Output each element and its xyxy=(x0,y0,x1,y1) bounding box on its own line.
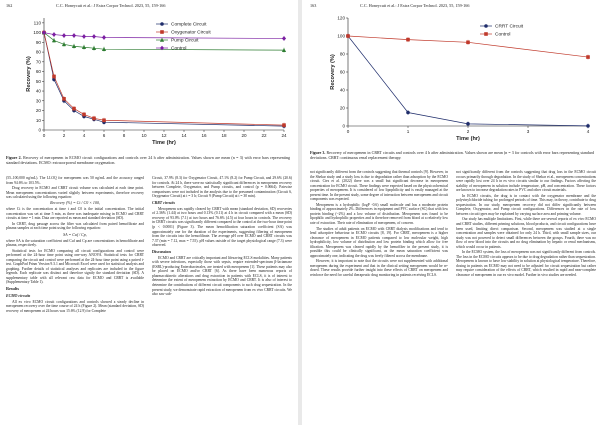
body-paragraph: where SA is the saturation coefficient and Cuf and Cp are concentrations in hemofiltrate and plasma, respectively. xyxy=(6,238,144,248)
data-point xyxy=(82,113,86,117)
body-paragraph: Meropenem was rapidly cleared by CRRT with mean (standard deviation, SD) recoveries of 2.36% (1.44) at two hours and 0.13% (0.11) at 4 h in circuit compared with a mean (SD) recovery of 93.0% (7.1) at two hours and 76.6% (4.5) at four hours in controls. The recovery in CRRT circuits was significantly different compared to the control at the two-hour time point (p < 0.0001) (Figure 3). The mean hemofiltration saturation coefficient (SA) was approximately one for the duration of the experiments, suggesting filtering of meropenem from the circuits into the hemofiltrate. The average pH over ECMO and CRRT circuits was 7.37 (min = 7.12, max = 7.55). pH values outside of the target physiological range (7.3) were observed. xyxy=(152,206,292,248)
legend-label: Pump Circuit xyxy=(171,38,199,44)
figure-3-caption xyxy=(310,150,594,160)
right-page-column-1 xyxy=(310,170,448,422)
series-line-3 xyxy=(44,33,284,39)
x-tick-label: 2 xyxy=(62,133,66,138)
subsection-heading: CRRT circuits xyxy=(152,200,176,205)
y-axis-label: Recovery (%) xyxy=(26,56,32,92)
y-tick-label: 0 xyxy=(342,123,345,129)
y-tick-label: 40 xyxy=(339,87,345,93)
left-page xyxy=(0,0,296,425)
legend-marker xyxy=(484,24,488,28)
right-page-header xyxy=(310,3,594,12)
data-point xyxy=(466,122,470,126)
data-point xyxy=(82,34,86,39)
y-tick-label: 80 xyxy=(35,49,41,55)
data-point xyxy=(52,38,56,42)
body-paragraph: Circuit, 37.9% (8.3) for Oxygenator Circuit, 47.1% (8.2) for Pump Circuit, and 29.6% (20.6) for controls. At 24 h, there were no statistically significant differences in meropenem recovery between Complete, Oxygenator, and Pump circuits, and control (p = 0.0664). Pairwise comparisons were not included in the analysis due to the presumed contamination (Circuit 6, Oxygenator Circuit) at t = 3 h; Circuit 9 (Pump Circuit) at t = 30 min). xyxy=(152,176,292,199)
x-tick-label: 24 xyxy=(281,133,287,138)
body-paragraph: In CRRT, drug passage across the filter was calculated from paired hemofiltrate and plasma samples at each time point using the following equation: xyxy=(6,221,144,231)
data-point xyxy=(92,34,96,39)
x-tick-label: 1 xyxy=(406,129,410,134)
figure-3-label: Figure 3. xyxy=(310,150,326,155)
data-point xyxy=(282,123,286,127)
left-page-column-1 xyxy=(6,176,144,422)
y-tick-label: 60 xyxy=(339,69,345,75)
data-point xyxy=(466,41,470,45)
data-point xyxy=(52,32,56,37)
x-tick-label: 8 xyxy=(122,133,126,138)
body-paragraph: ECMO and CRRT are critically important and lifesaving ECLS modalities. Many patients with severe infections, especially those with sepsis, require extended-spectrum β-lactamase (ESBL)-producing Enterobacterales, are treated with meropenem [1]. These patients may also be placed on ECMO and/or CRRT [6]. As there have been numerous reports of pharmacokinetic alterations and drug extraction in patients with ECLS, it is of interest to determine the extent of meropenem extraction by ECMO and CRRT. It is also of interest to determine the contributions of different circuit components to such drug sequestration. In the present study, we demonstrate rapid extraction of meropenem from ex vivo CRRT circuits. We also saw sub- xyxy=(152,255,292,297)
figure-2-caption-text: Recovery of meropenem in ECMO circuit configurations and controls over 24 h after administration. Values shown are mean (n = 3) with error bars representing standard deviations. ECMO: extracorporeal membrane oxygenation. xyxy=(6,155,291,165)
x-tick-label: 16 xyxy=(201,133,207,138)
y-tick-label: 110 xyxy=(33,20,41,26)
body-paragraph: Meropenem is a hydrophilic (logP -0.6) small molecule and has a moderate protein binding of approximately 2%. Differences in equipment and PVC surface (SC) that with low protein binding (~2%) and a low volume of distribution. Meropenem was found to be lipophilic and hydrophilic properties and is therefore removed from blood at a relatively low rate of extraction. Their rate of elimination of meropenem, of concern. xyxy=(310,202,448,226)
data-point xyxy=(282,36,286,41)
data-point xyxy=(92,117,96,121)
legend-label: Oxygenator Circuit xyxy=(171,30,211,36)
figure-2-label: Figure 2. xyxy=(6,155,22,160)
figure-3-chart xyxy=(310,12,598,147)
y-tick-label: 70 xyxy=(35,59,41,65)
equation: SA = Cuf / Cp, xyxy=(63,231,87,237)
y-tick-label: 10 xyxy=(35,117,41,123)
body-paragraph: (55–100,000 ng/mL). The LLOQ for meropenem was 50 ng/mL and the accuracy ranged from 94.6% to 103.5%. xyxy=(6,176,144,185)
y-tick-label: 100 xyxy=(337,33,345,39)
y-axis-label: Recovery (%) xyxy=(330,54,336,90)
x-tick-label: 22 xyxy=(261,133,267,138)
y-tick-label: 0 xyxy=(38,127,41,133)
x-tick-label: 3 xyxy=(526,129,530,134)
legend-marker xyxy=(160,22,164,26)
section-heading: Results xyxy=(6,286,20,292)
x-tick-label: 0 xyxy=(42,133,46,138)
figure-2-caption xyxy=(6,155,290,165)
left-page-header xyxy=(6,3,290,12)
left-running-head: C.C. Honeycutt et al.: J Extra Corpor Technol. 2023, 55, 159-166 xyxy=(56,3,166,8)
x-tick-label: 6 xyxy=(102,133,106,138)
x-tick-label: 18 xyxy=(221,133,227,138)
y-tick-label: 100 xyxy=(33,30,41,36)
right-page-number: 163 xyxy=(310,3,317,8)
figure-3-svg xyxy=(310,12,598,147)
legend-marker xyxy=(484,32,488,36)
series-line-1 xyxy=(348,36,588,57)
figure-2-svg xyxy=(6,12,294,152)
body-paragraph: not significantly different from the controls suggesting that drug loss in the ECMO circuit occurs primarily through degradation. In the study of Shekar et al., meropenem concentrations were rapidly lost over 24 h in ex vivo circuits similar to our findings. Factors affecting the stability of meropenem in solution include temperature, pH, and concentration. These factors are known to increase degradation rates in PVC and other circuit materials. xyxy=(456,170,596,193)
subsection-heading: ECMO circuits xyxy=(6,293,31,298)
legend-label: Control xyxy=(171,46,187,52)
data-point xyxy=(62,97,66,101)
data-point xyxy=(586,124,590,128)
x-tick-label: 0 xyxy=(346,129,350,134)
right-running-head: C.C. Honeycutt et al.: J Extra Corpor Technol. 2023, 55, 159-166 xyxy=(360,3,470,8)
page-gutter xyxy=(298,0,302,425)
y-tick-label: 40 xyxy=(35,88,41,94)
body-paragraph: In the ECMO system, the loss of meropenem was not significantly different from controls. The loss in the ECMO circuits appears to be due to drug degradation rather than sequestration. Meropenem is known to have low stability in solution at physiological temperature. Therefore, dosing in patients on ECMO may not need to be adjusted for circuit sequestration but rather may require consideration of the effects of CRRT, which resulted in rapid and near-complete clearance of meropenem in our ex vivo model. Further in vivo studies are needed. xyxy=(456,250,596,278)
data-point xyxy=(406,111,410,115)
x-tick-label: 2 xyxy=(466,129,470,134)
body-paragraph: Drug recovery in ECMO and CRRT circuit volume was calculated at each time point. Mean meropenem concentrations varied slightly between experiments, therefore recovery was calculated using the following equation: xyxy=(6,186,144,200)
x-tick-label: 12 xyxy=(161,133,167,138)
legend-label: Complete Circuit xyxy=(171,22,207,28)
right-page-column-2 xyxy=(456,170,596,422)
y-tick-label: 20 xyxy=(339,105,345,111)
body-paragraph: In ECMO circuits, the drug is in contact with the oxygenator membrane and the polyvinylchloride tubing for prolonged periods of time. This may, in theory, contribute to drug sequestration. In our study, meropenem recovery did not differ significantly between Complete, Oxygenator, and Pump circuit configurations. Differences in the rate of loss between circuit types may be explained by varying surface area and priming volume. xyxy=(456,193,596,216)
y-tick-label: 30 xyxy=(35,98,41,104)
left-page-number: 162 xyxy=(6,3,13,8)
y-tick-label: 80 xyxy=(339,51,345,57)
section-heading: Discussion xyxy=(152,248,171,254)
y-tick-label: 50 xyxy=(35,78,41,84)
data-point xyxy=(586,55,590,59)
series-line-2 xyxy=(44,33,284,51)
data-point xyxy=(406,38,410,42)
body-paragraph: All ex vivo ECMO circuit configurations and controls showed a steady decline in meropenem recovery over the time course of 24 h (Figure 2). Mean (standard deviation, SD) recovery of meropenem at 24 hours was 15.6% (12.9) for Complete xyxy=(6,299,144,313)
x-axis-label: Time (hr) xyxy=(152,140,176,146)
figure-2-chart xyxy=(6,12,294,152)
x-tick-label: 14 xyxy=(181,133,187,138)
figure-3-caption-text: Recovery of meropenem in CRRT circuits and controls over 4 h after administration. Values shown are mean (n = 3 for controls with error bars representing standard deviations. CRRT: continuous renal replacement therapy. xyxy=(310,150,594,160)
left-page-column-2 xyxy=(152,176,292,422)
body-paragraph: Statistical tests for ECMO comparing all circuit configurations and control were performed at the 24-hour time point using one-way ANOVA. Statistical tests for CRRT comparing the circuit and control were performed at the 24-hour time point using a paired t-test. GraphPad Prism Version 9.3.1 and Microsoft Excel were used for statistical analysis and graphing. Further details of statistical analyses and replicates are included in the figure legends. Each replicate was distinct and therefore signify the standard deviation (SD). A supplementary table with all relevant raw data for ECMO and CRRT is available (Supplementary Table 1). xyxy=(6,248,144,285)
x-tick-label: 20 xyxy=(241,133,247,138)
x-tick-label: 4 xyxy=(82,133,86,138)
x-tick-label: 4 xyxy=(586,129,590,134)
right-page xyxy=(304,0,600,425)
legend-label: CRRT Circuit xyxy=(495,24,524,30)
data-point xyxy=(52,75,56,79)
x-axis-label: Time (hr) xyxy=(456,136,480,142)
body-paragraph: Our study has multiple limitations. First, while there are several reports of ex vivo ECMO and CRRT studies, different priming solutions, blood products, and circuit configurations have been used, limiting direct comparison. Second, meropenem was studied at a single concentration and samples were obtained for only 24 h. Third, with small sample sizes, our study was not powered to detect small differences between the groups. Fourth, there was no flow of new blood into the circuits and no drug elimination by hepatic or renal mechanisms, which would occur in patients. xyxy=(456,217,596,249)
data-point xyxy=(72,33,76,38)
data-point xyxy=(102,35,106,40)
equation: Recovery (%) = Ct / C0 × 100, xyxy=(50,200,100,206)
y-tick-label: 60 xyxy=(35,69,41,75)
x-tick-label: 10 xyxy=(141,133,147,138)
data-point xyxy=(102,118,106,122)
data-point xyxy=(346,34,350,38)
y-tick-label: 120 xyxy=(337,15,345,21)
legend-marker xyxy=(160,30,164,34)
y-tick-label: 20 xyxy=(35,108,41,114)
series-line-0 xyxy=(348,36,588,126)
body-paragraph: The studies of adult patients on ECMO with CRRT dialysis modifications and tend to lend adsorptive behaviour in ECMO circuits [8, 19]. For CRRT, meropenem is a higher clearance of meropenem in ECMO patients compared to low molecular weight, high hydrophilicity, low volume of distribution and low protein binding which allow for free filtration. Meropenem was cleared rapidly by the hemofilter in the present study, it is possible this could be clinically significant, as the mean saturation coefficient was approximately one, indicating the drug was freely filtered across the membrane. xyxy=(310,226,448,258)
legend-label: Control xyxy=(495,32,511,38)
body-paragraph: However, it is important to note that the circuits were not supplemented with additional meropenem during the experiment and that in the clinical setting meropenem would be re-dosed. These results provide further insight into these effects of CRRT on meropenem and reinforce the need for careful therapeutic drug monitoring in patients receiving ECLS. xyxy=(310,259,448,278)
body-paragraph: not significantly different from the controls suggesting that thermal controls [9]. However, in the Shekar study and a study loss is due to degradation rather than adsorption by the ECMO circuit. Cies et al. (2022) there was a small but significant decrease in meropenem concentration for ECMO circuit. These findings were expected based on the physicochemical properties of meropenem. It is considered of low lipophilicity and is easily managed at the present time. In the present study, some degree of interaction between meropenem and circuit components was expected. xyxy=(310,170,448,202)
data-point xyxy=(62,33,66,38)
data-point xyxy=(72,107,76,111)
y-tick-label: 90 xyxy=(35,39,41,45)
body-paragraph: where Ct is the concentration at time t and C0 is the initial concentration. The initial concentration was set at time 5 min, as there was inadequate mixing in ECMO and CRRT circuits at time = 1 min. Data are reported as mean and standard deviation (SD). xyxy=(6,207,144,221)
